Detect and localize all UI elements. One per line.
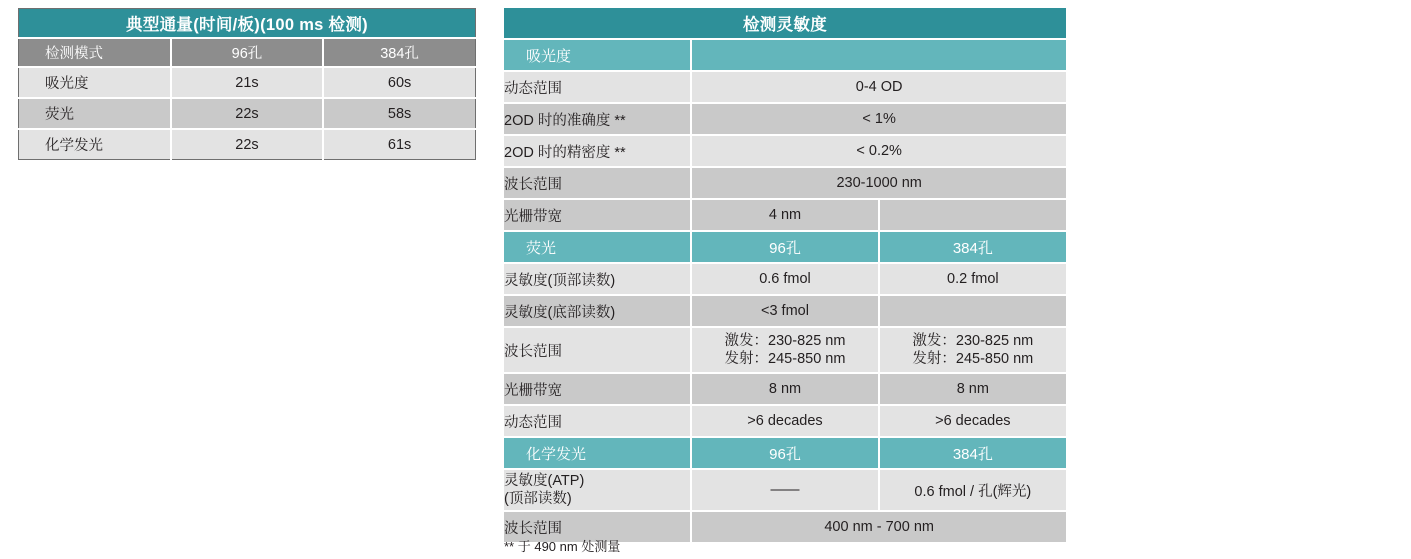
row-label-line2: (顶部读数)	[504, 491, 572, 507]
row-value-96: >6 decades	[691, 405, 878, 437]
emission-range-384: 发射：245-850 nm	[912, 351, 1034, 367]
row-label: 化学发光	[19, 129, 171, 160]
row-value-384: 61s	[323, 129, 475, 160]
row-label: 2OD 时的精密度 **	[504, 135, 691, 167]
row-label: 光栅带宽	[504, 199, 691, 231]
table-row	[504, 405, 1066, 437]
section-col-384: 384孔	[879, 437, 1066, 469]
table-row	[504, 199, 1066, 231]
section-label-luminescence: 化学发光	[504, 437, 691, 469]
sensitivity-table	[504, 8, 1066, 542]
table-header-row	[19, 9, 476, 39]
sensitivity-table-wrapper	[504, 8, 1066, 542]
throughput-table-wrapper	[18, 8, 476, 160]
row-value-96	[691, 327, 878, 373]
row-label: 动态范围	[504, 71, 691, 103]
throughput-table	[18, 8, 476, 160]
emission-range-96: 发射：245-850 nm	[724, 351, 846, 367]
section-header-luminescence	[504, 437, 1066, 469]
table-row	[504, 71, 1066, 103]
row-value-empty	[879, 199, 1066, 231]
row-label: 波长范围	[504, 511, 691, 542]
row-value-384: 58s	[323, 98, 475, 129]
row-value-96: ——	[691, 469, 878, 511]
table-column-header-row	[19, 38, 476, 67]
throughput-table-title: 典型通量(时间/板)(100 ms 检测)	[19, 9, 476, 39]
row-value: 4 nm	[691, 199, 878, 231]
row-value-384: 0.2 fmol	[879, 263, 1066, 295]
sensitivity-table-title: 检测灵敏度	[504, 8, 1066, 39]
row-label: 荧光	[19, 98, 171, 129]
column-header-384: 384孔	[323, 38, 475, 67]
row-label: 吸光度	[19, 67, 171, 98]
row-value-384: 0.6 fmol / 孔(辉光)	[879, 469, 1066, 511]
row-label: 波长范围	[504, 327, 691, 373]
row-value: 230-1000 nm	[691, 167, 1066, 199]
row-label: 波长范围	[504, 167, 691, 199]
row-value: < 1%	[691, 103, 1066, 135]
row-label-line1: 灵敏度(ATP)	[504, 472, 585, 489]
table-header-row	[504, 8, 1066, 39]
row-value-384: 60s	[323, 67, 475, 98]
row-value-384	[879, 295, 1066, 327]
section-col-96: 96孔	[691, 231, 878, 263]
row-label: 2OD 时的准确度 **	[504, 103, 691, 135]
row-label: 光栅带宽	[504, 373, 691, 405]
table-row	[19, 129, 476, 160]
row-value: 0-4 OD	[691, 71, 1066, 103]
section-label-absorbance: 吸光度	[504, 39, 691, 71]
row-label	[504, 469, 691, 511]
table-row	[19, 67, 476, 98]
table-row	[504, 295, 1066, 327]
table-row	[504, 263, 1066, 295]
table-row	[504, 373, 1066, 405]
row-label: 灵敏度(底部读数)	[504, 295, 691, 327]
row-value-96: 21s	[171, 67, 323, 98]
excitation-range-384: 激发：230-825 nm	[912, 332, 1034, 349]
row-value: 400 nm - 700 nm	[691, 511, 1066, 542]
row-value-384	[879, 327, 1066, 373]
section-label-fluorescence: 荧光	[504, 231, 691, 263]
excitation-range-96: 激发：230-825 nm	[724, 332, 846, 349]
column-header-96: 96孔	[171, 38, 323, 67]
row-value-96: 22s	[171, 129, 323, 160]
row-value-96: 8 nm	[691, 373, 878, 405]
row-value-96: 0.6 fmol	[691, 263, 878, 295]
row-label: 动态范围	[504, 405, 691, 437]
table-row	[19, 98, 476, 129]
table-row	[504, 469, 1066, 511]
section-value-absorbance	[691, 39, 1066, 71]
column-header-mode: 检测模式	[19, 38, 171, 67]
row-label: 灵敏度(顶部读数)	[504, 263, 691, 295]
row-value-384: >6 decades	[879, 405, 1066, 437]
section-header-absorbance	[504, 39, 1066, 71]
row-value-96: <3 fmol	[691, 295, 878, 327]
table-row	[504, 135, 1066, 167]
row-value-96: 22s	[171, 98, 323, 129]
table-row	[504, 167, 1066, 199]
section-header-fluorescence	[504, 231, 1066, 263]
section-col-96: 96孔	[691, 437, 878, 469]
row-value: < 0.2%	[691, 135, 1066, 167]
table-row	[504, 103, 1066, 135]
row-value-384: 8 nm	[879, 373, 1066, 405]
footnote: ** 于 490 nm 处测量	[504, 539, 621, 554]
section-col-384: 384孔	[879, 231, 1066, 263]
table-row	[504, 327, 1066, 373]
